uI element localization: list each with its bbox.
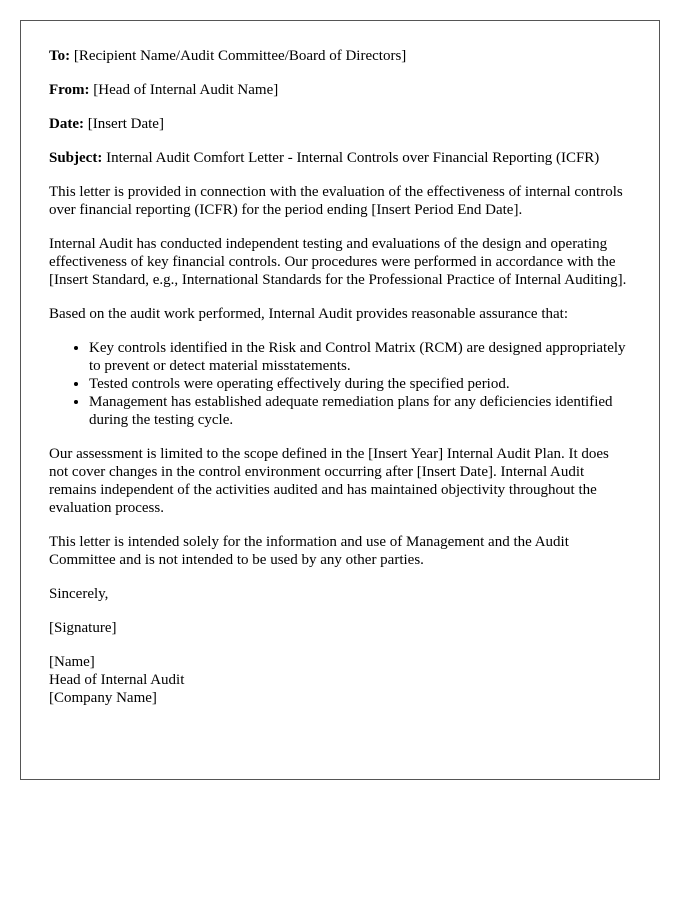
- assurance-item-1: • Key controls identified in the Risk and Control Matrix (RCM) are designed appropriately to prevent or detect material misstatements.: [89, 339, 631, 375]
- subject-line: [49, 149, 631, 167]
- date-value: [Insert Date]: [87, 116, 164, 132]
- signature-placeholder: [Signature]: [49, 620, 117, 636]
- to-line: [49, 47, 631, 65]
- body-paragraph-5: This letter is intended solely for the information and use of Management and the Audit Committee and is not intended to be used by any other parties.: [49, 534, 569, 568]
- body-paragraph-4: Our assessment is limited to the scope defined in the [Insert Year] Internal Audit Plan. It does not cover changes in the control environment occurring after [Insert Date]. Internal Audit remains independent of the activities audited and has maintained objectivity throughout the evaluation process.: [49, 446, 609, 516]
- assurance-list: [49, 339, 631, 429]
- comfort-letter: [20, 20, 660, 780]
- subject-value: Internal Audit Comfort Letter - Internal Controls over Financial Reporting (ICFR): [106, 150, 600, 166]
- assurance-item-2: • Tested controls were operating effectively during the specified period.: [89, 375, 631, 393]
- signer-name: [Name]: [49, 654, 95, 670]
- signature-block: [49, 653, 631, 707]
- body-paragraph-2: Internal Audit has conducted independent testing and evaluations of the design and operating effectiveness of key financial controls. Our procedures were performed in accordance with the [Insert Standard, e.g., International Standards for the Professional Practice of Internal Auditing].: [49, 236, 627, 288]
- date-label: Date:: [49, 116, 84, 132]
- body-paragraph-1: This letter is provided in connection with the evaluation of the effectiveness of internal controls over financial reporting (ICFR) for the period ending [Insert Period End Date].: [49, 184, 623, 218]
- closing-salutation: Sincerely,: [49, 586, 109, 602]
- from-line: [49, 81, 631, 99]
- assurance-item-3: • Management has established adequate remediation plans for any deficiencies identified during the testing cycle.: [89, 393, 631, 429]
- subject-label: Subject:: [49, 150, 103, 166]
- signer-title: Head of Internal Audit: [49, 672, 185, 688]
- from-label: From:: [49, 82, 90, 98]
- to-label: To:: [49, 48, 71, 64]
- body-paragraph-3: Based on the audit work performed, Internal Audit provides reasonable assurance that:: [49, 306, 569, 322]
- from-value: [Head of Internal Audit Name]: [93, 82, 279, 98]
- company-name: [Company Name]: [49, 690, 157, 706]
- date-line: [49, 115, 631, 133]
- to-value: [Recipient Name/Audit Committee/Board of Directors]: [73, 48, 407, 64]
